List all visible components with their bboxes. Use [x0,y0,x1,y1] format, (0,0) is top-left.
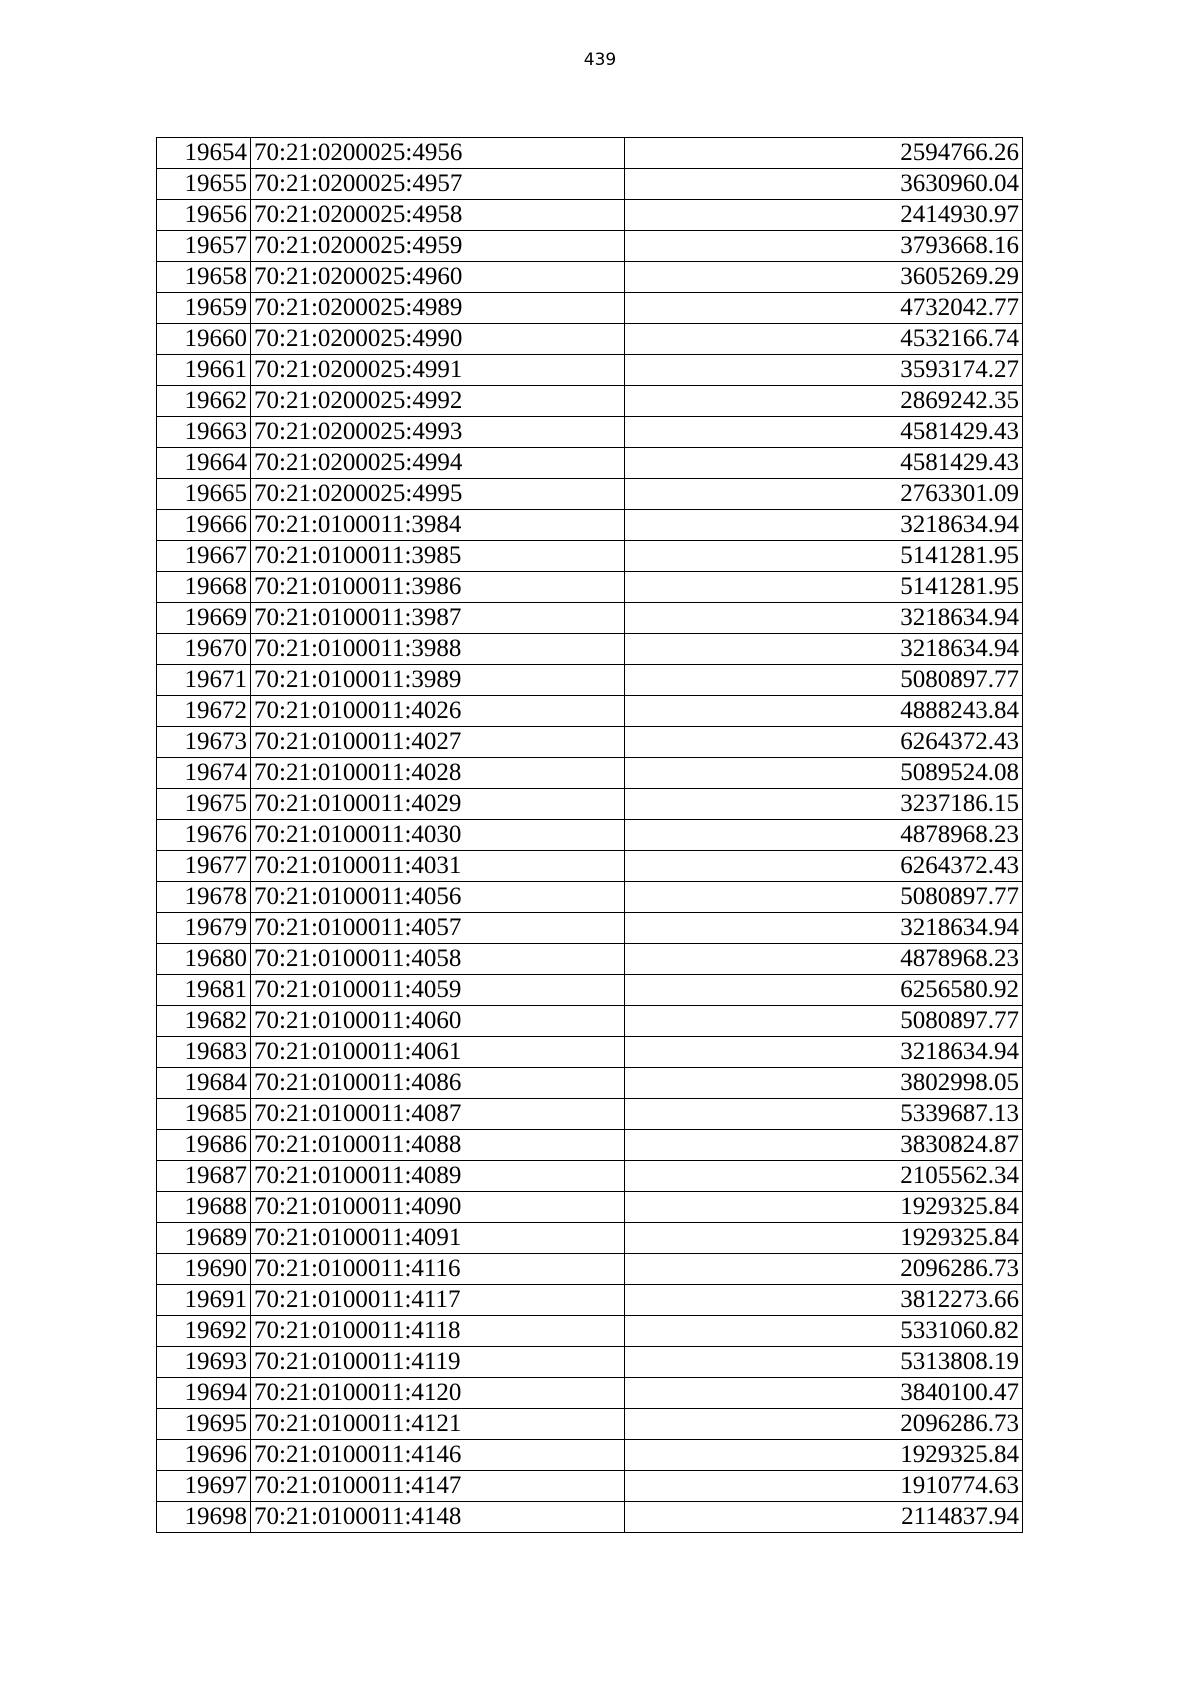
cadastral-number-cell: 70:21:0100011:4059 [251,975,625,1006]
cadastral-number-cell: 70:21:0100011:4056 [251,882,625,913]
cadastral-value-table [156,137,1023,1533]
table-row [157,665,1023,696]
row-number-cell: 19659 [157,293,251,324]
table-row [157,262,1023,293]
cadastral-value-cell: 3218634.94 [625,634,1023,665]
table-row [157,882,1023,913]
table-row [157,1440,1023,1471]
row-number-cell: 19680 [157,944,251,975]
cadastral-value-cell: 1929325.84 [625,1440,1023,1471]
cadastral-number-cell: 70:21:0100011:4117 [251,1285,625,1316]
row-number-cell: 19678 [157,882,251,913]
cadastral-value-cell: 2414930.97 [625,200,1023,231]
row-number-cell: 19658 [157,262,251,293]
table-row [157,1006,1023,1037]
row-number-cell: 19664 [157,448,251,479]
row-number-cell: 19676 [157,820,251,851]
cadastral-number-cell: 70:21:0100011:4029 [251,789,625,820]
cadastral-number-cell: 70:21:0200025:4957 [251,169,625,200]
cadastral-number-cell: 70:21:0100011:3989 [251,665,625,696]
cadastral-value-cell: 4732042.77 [625,293,1023,324]
cadastral-value-cell: 4581429.43 [625,448,1023,479]
cadastral-value-cell: 3605269.29 [625,262,1023,293]
cadastral-value-cell: 1929325.84 [625,1223,1023,1254]
row-number-cell: 19696 [157,1440,251,1471]
row-number-cell: 19687 [157,1161,251,1192]
row-number-cell: 19668 [157,572,251,603]
cadastral-value-cell: 3218634.94 [625,510,1023,541]
cadastral-number-cell: 70:21:0100011:4091 [251,1223,625,1254]
cadastral-number-cell: 70:21:0200025:4960 [251,262,625,293]
cadastral-number-cell: 70:21:0100011:3986 [251,572,625,603]
cadastral-number-cell: 70:21:0100011:4090 [251,1192,625,1223]
table-row [157,1285,1023,1316]
cadastral-value-cell: 2869242.35 [625,386,1023,417]
row-number-cell: 19697 [157,1471,251,1502]
table-row [157,572,1023,603]
row-number-cell: 19675 [157,789,251,820]
cadastral-number-cell: 70:21:0100011:4116 [251,1254,625,1285]
cadastral-number-cell: 70:21:0100011:4087 [251,1099,625,1130]
cadastral-value-cell: 3218634.94 [625,913,1023,944]
row-number-cell: 19673 [157,727,251,758]
row-number-cell: 19688 [157,1192,251,1223]
table-row [157,479,1023,510]
table-row [157,200,1023,231]
row-number-cell: 19693 [157,1347,251,1378]
table-row [157,1099,1023,1130]
cadastral-value-cell: 6264372.43 [625,851,1023,882]
cadastral-value-cell: 3793668.16 [625,231,1023,262]
table-body [157,138,1023,1533]
row-number-cell: 19692 [157,1316,251,1347]
table-row [157,727,1023,758]
table-row [157,1378,1023,1409]
row-number-cell: 19681 [157,975,251,1006]
cadastral-number-cell: 70:21:0100011:4119 [251,1347,625,1378]
cadastral-number-cell: 70:21:0100011:4088 [251,1130,625,1161]
cadastral-number-cell: 70:21:0100011:4086 [251,1068,625,1099]
cadastral-value-cell: 3218634.94 [625,603,1023,634]
table-row [157,603,1023,634]
cadastral-value-cell: 4878968.23 [625,944,1023,975]
cadastral-value-cell: 1929325.84 [625,1192,1023,1223]
cadastral-value-cell: 3802998.05 [625,1068,1023,1099]
cadastral-value-cell: 4878968.23 [625,820,1023,851]
cadastral-value-cell: 3840100.47 [625,1378,1023,1409]
cadastral-value-cell: 3593174.27 [625,355,1023,386]
cadastral-value-cell: 5080897.77 [625,665,1023,696]
table-row [157,1471,1023,1502]
cadastral-value-cell: 2105562.34 [625,1161,1023,1192]
cadastral-number-cell: 70:21:0100011:4028 [251,758,625,789]
cadastral-value-cell: 3630960.04 [625,169,1023,200]
table-row [157,1347,1023,1378]
row-number-cell: 19666 [157,510,251,541]
row-number-cell: 19683 [157,1037,251,1068]
row-number-cell: 19679 [157,913,251,944]
row-number-cell: 19654 [157,138,251,169]
table-row [157,324,1023,355]
cadastral-number-cell: 70:21:0200025:4989 [251,293,625,324]
table-row [157,913,1023,944]
cadastral-number-cell: 70:21:0200025:4994 [251,448,625,479]
row-number-cell: 19674 [157,758,251,789]
cadastral-number-cell: 70:21:0100011:3987 [251,603,625,634]
table-row [157,169,1023,200]
row-number-cell: 19686 [157,1130,251,1161]
cadastral-value-cell: 4581429.43 [625,417,1023,448]
table-row [157,1068,1023,1099]
row-number-cell: 19660 [157,324,251,355]
cadastral-number-cell: 70:21:0200025:4993 [251,417,625,448]
cadastral-number-cell: 70:21:0100011:4089 [251,1161,625,1192]
row-number-cell: 19669 [157,603,251,634]
row-number-cell: 19663 [157,417,251,448]
table-row [157,417,1023,448]
table-row [157,634,1023,665]
table-row [157,1161,1023,1192]
cadastral-number-cell: 70:21:0200025:4956 [251,138,625,169]
cadastral-number-cell: 70:21:0100011:3988 [251,634,625,665]
cadastral-value-cell: 5339687.13 [625,1099,1023,1130]
cadastral-number-cell: 70:21:0100011:4061 [251,1037,625,1068]
row-number-cell: 19656 [157,200,251,231]
cadastral-number-cell: 70:21:0100011:4027 [251,727,625,758]
table-row [157,386,1023,417]
cadastral-number-cell: 70:21:0100011:4030 [251,820,625,851]
table-row [157,851,1023,882]
cadastral-number-cell: 70:21:0200025:4959 [251,231,625,262]
row-number-cell: 19684 [157,1068,251,1099]
cadastral-value-cell: 2763301.09 [625,479,1023,510]
table-row [157,1502,1023,1533]
cadastral-number-cell: 70:21:0100011:4026 [251,696,625,727]
cadastral-number-cell: 70:21:0100011:3984 [251,510,625,541]
table-row [157,944,1023,975]
table-row [157,138,1023,169]
row-number-cell: 19695 [157,1409,251,1440]
cadastral-number-cell: 70:21:0100011:4118 [251,1316,625,1347]
cadastral-value-cell: 5331060.82 [625,1316,1023,1347]
row-number-cell: 19655 [157,169,251,200]
cadastral-number-cell: 70:21:0100011:4148 [251,1502,625,1533]
row-number-cell: 19694 [157,1378,251,1409]
cadastral-value-cell: 3812273.66 [625,1285,1023,1316]
table-row [157,789,1023,820]
cadastral-number-cell: 70:21:0100011:4120 [251,1378,625,1409]
cadastral-number-cell: 70:21:0200025:4990 [251,324,625,355]
table-row [157,1223,1023,1254]
row-number-cell: 19667 [157,541,251,572]
cadastral-value-cell: 2114837.94 [625,1502,1023,1533]
table-row [157,820,1023,851]
row-number-cell: 19677 [157,851,251,882]
row-number-cell: 19672 [157,696,251,727]
row-number-cell: 19682 [157,1006,251,1037]
cadastral-number-cell: 70:21:0100011:4060 [251,1006,625,1037]
row-number-cell: 19662 [157,386,251,417]
cadastral-value-cell: 4888243.84 [625,696,1023,727]
row-number-cell: 19671 [157,665,251,696]
table-row [157,1037,1023,1068]
table-row [157,1316,1023,1347]
row-number-cell: 19670 [157,634,251,665]
cadastral-number-cell: 70:21:0100011:4057 [251,913,625,944]
row-number-cell: 19698 [157,1502,251,1533]
cadastral-number-cell: 70:21:0100011:4058 [251,944,625,975]
table-row [157,448,1023,479]
row-number-cell: 19661 [157,355,251,386]
cadastral-number-cell: 70:21:0100011:4146 [251,1440,625,1471]
table-row [157,758,1023,789]
cadastral-value-cell: 2594766.26 [625,138,1023,169]
table-row [157,1130,1023,1161]
cadastral-value-cell: 3218634.94 [625,1037,1023,1068]
cadastral-value-cell: 2096286.73 [625,1409,1023,1440]
cadastral-number-cell: 70:21:0200025:4992 [251,386,625,417]
cadastral-value-cell: 6256580.92 [625,975,1023,1006]
table-row [157,231,1023,262]
cadastral-value-cell: 4532166.74 [625,324,1023,355]
table-row [157,1192,1023,1223]
cadastral-value-cell: 5141281.95 [625,572,1023,603]
row-number-cell: 19691 [157,1285,251,1316]
cadastral-value-cell: 6264372.43 [625,727,1023,758]
cadastral-number-cell: 70:21:0200025:4995 [251,479,625,510]
table-row [157,1409,1023,1440]
cadastral-number-cell: 70:21:0200025:4958 [251,200,625,231]
cadastral-number-cell: 70:21:0100011:4147 [251,1471,625,1502]
row-number-cell: 19665 [157,479,251,510]
cadastral-number-cell: 70:21:0100011:4121 [251,1409,625,1440]
cadastral-value-cell: 5080897.77 [625,1006,1023,1037]
table-row [157,510,1023,541]
row-number-cell: 19690 [157,1254,251,1285]
table-row [157,975,1023,1006]
cadastral-value-cell: 2096286.73 [625,1254,1023,1285]
table-row [157,541,1023,572]
row-number-cell: 19657 [157,231,251,262]
cadastral-value-cell: 5080897.77 [625,882,1023,913]
cadastral-value-cell: 5089524.08 [625,758,1023,789]
cadastral-number-cell: 70:21:0200025:4991 [251,355,625,386]
cadastral-number-cell: 70:21:0100011:3985 [251,541,625,572]
cadastral-value-cell: 3237186.15 [625,789,1023,820]
cadastral-value-cell: 5141281.95 [625,541,1023,572]
cadastral-value-cell: 3830824.87 [625,1130,1023,1161]
table-row [157,355,1023,386]
row-number-cell: 19685 [157,1099,251,1130]
table-row [157,1254,1023,1285]
table-row [157,696,1023,727]
cadastral-number-cell: 70:21:0100011:4031 [251,851,625,882]
table-row [157,293,1023,324]
row-number-cell: 19689 [157,1223,251,1254]
page-number: 439 [583,50,617,70]
cadastral-value-cell: 5313808.19 [625,1347,1023,1378]
cadastral-value-cell: 1910774.63 [625,1471,1023,1502]
